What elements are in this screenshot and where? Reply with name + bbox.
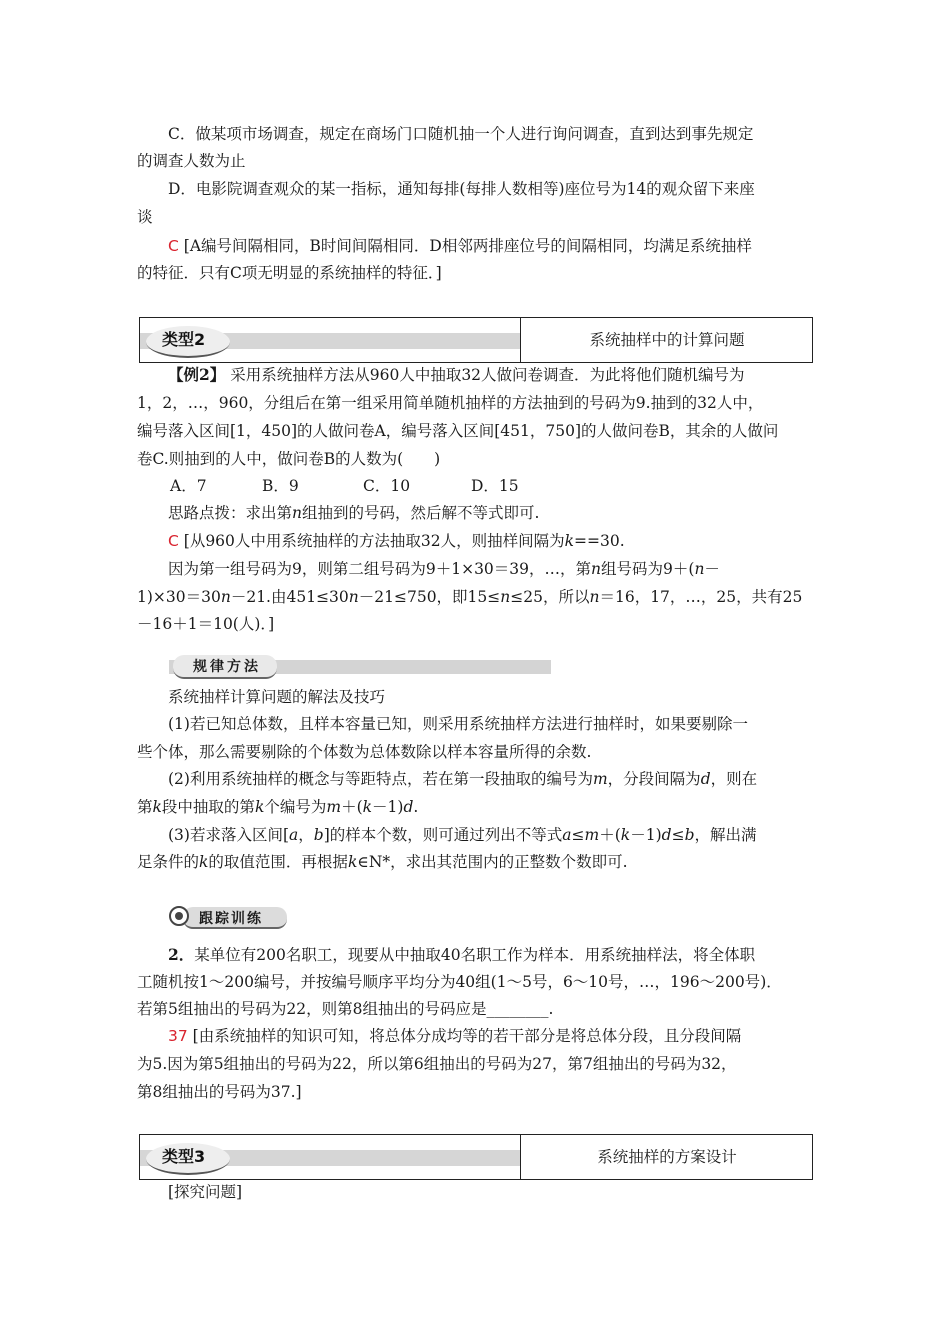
example-2-line-4: 卷C.则抽到的人中，做问卷B的人数为( ) — [137, 450, 441, 468]
example-2-option-b: B．9 — [262, 477, 299, 495]
r-p22b: 段中抽取的第 — [161, 798, 255, 816]
tracking-training-label: 跟踪训练 — [199, 911, 263, 927]
tracking-training-header — [169, 905, 289, 929]
example-2-option-c: C．10 — [363, 477, 411, 495]
r-p3-var-b2: b — [684, 826, 695, 844]
r-p22-var-k3: k — [362, 798, 373, 816]
solution-2-line-2 — [168, 559, 720, 579]
option-d-line-1: D．电影院调查观众的某一指标，通知每排(每排人数相等)座位号为14的观众留下来座 — [168, 180, 755, 198]
answer-1-line-1 — [168, 236, 752, 256]
r-p3g: ≤ — [671, 826, 685, 844]
r-p3b: ， — [298, 826, 314, 844]
s2-l3a: 1)×30＝30 — [137, 588, 221, 606]
tracking-answer-line-3: 第8组抽出的号码为37.] — [137, 1083, 302, 1101]
r-p3c: ]的样本个数，则可通过列出不等式 — [323, 826, 563, 844]
answer-1-text-1: [A编号间隔相同，B时间间隔相同．D相邻两排座位号的间隔相同，均满足系统抽样 — [183, 237, 752, 255]
r-p3-var-k: k — [620, 826, 631, 844]
tracking-question-number: 2． — [168, 945, 195, 964]
option-c-line-2: 的调查人数为止 — [137, 152, 246, 170]
r-p3a: (3)若求落入区间[ — [168, 826, 290, 844]
hint-text-2: 组抽到的号码，然后解不等式即可. — [302, 504, 540, 522]
r-p22d: ＋( — [341, 798, 363, 816]
rule-point-2-line-1 — [168, 769, 757, 789]
s2-l3-var-n3: n — [500, 588, 511, 606]
rule-point-1-line-1: (1)若已知总体数，且样本容量已知，则采用系统抽样方法进行抽样时，如果要剔除一 — [168, 715, 748, 733]
r-p2c: ，则在 — [710, 770, 758, 788]
rule-point-1-line-2: 些个体，那么需要剔除的个体数为总体数除以样本容量所得的余数. — [137, 743, 592, 761]
example-2-hint — [168, 503, 539, 523]
type-3-label: 类型3 — [162, 1147, 206, 1166]
type-3-tag — [140, 1139, 520, 1177]
type-3-header — [139, 1134, 813, 1180]
solution-2-letter: C — [168, 532, 179, 550]
example-2-option-d: D．15 — [471, 477, 519, 495]
r-p3d: ≤ — [571, 826, 585, 844]
s2-l3e: ＝16，17，…，25，共有25 — [599, 588, 803, 606]
r-p32c: ∈N*，求出其范围内的正整数个数即可. — [357, 853, 628, 871]
r-p2-var-d: d — [700, 770, 711, 788]
tracking-q1: 某单位有200名职工，现要从中抽取40名职工作为样本．用系统抽样法，将全体职 — [194, 946, 756, 964]
tracking-question-line-2: 工随机按1～200编号，并按编号顺序平均分为40组(1～5号，6～10号，…，196～200号)． — [137, 973, 782, 991]
solution-2-line-3 — [137, 587, 802, 607]
hint-text-1: 思路点拨：求出第 — [168, 504, 293, 522]
r-p22-var-k1: k — [152, 798, 162, 816]
rule-title: 系统抽样计算问题的解法及技巧 — [168, 688, 386, 706]
example-2-option-a: A．7 — [170, 477, 207, 495]
tracking-question-line-3: 若第5组抽出的号码为22，则第8组抽出的号码应是________. — [137, 1000, 554, 1018]
rule-point-2-line-2 — [137, 797, 418, 817]
r-p32a: 足条件的 — [137, 853, 200, 871]
r-p2b: ，分段间隔为 — [607, 770, 701, 788]
r-p32-var-k2: k — [347, 853, 358, 871]
r-p3-var-d: d — [661, 826, 672, 844]
s2-l2b: 组号码为9＋( — [601, 560, 695, 578]
type-2-header — [139, 317, 813, 363]
r-p22f: . — [413, 798, 419, 816]
example-2-text-1: 采用系统抽样方法从960人中抽取32人做问卷调查．为此将他们随机编号为 — [230, 366, 745, 384]
solution-2-var-k: k — [564, 532, 575, 550]
r-p3h: ，解出满 — [694, 826, 757, 844]
s2-l3-var-n1: n — [220, 588, 231, 606]
s2-l2-var-n1: n — [591, 560, 602, 578]
r-p22-var-m: m — [326, 798, 342, 816]
r-p22c: 个编号为 — [264, 798, 327, 816]
r-p2a: (2)利用系统抽样的概念与等距特点，若在第一段抽取的编号为 — [168, 770, 593, 788]
tracking-a1: [由系统抽样的知识可知，将总体分成均等的若干部分是将总体分段，且分段间隔 — [192, 1027, 742, 1045]
explore-question-heading: [探究问题] — [168, 1183, 243, 1201]
s2-l3d: ≤25，所以 — [510, 588, 590, 606]
s2-l2-var-n2: n — [694, 560, 705, 578]
r-p3-var-b: b — [313, 826, 324, 844]
s2-l3b: －21.由451≤30 — [230, 588, 349, 606]
type-2-title: 系统抽样中的计算问题 — [520, 318, 813, 362]
r-p22a: 第 — [137, 798, 153, 816]
solution-2-text-1a: [从960人中用系统抽样的方法抽取32人，则抽样间隔为 — [183, 532, 565, 550]
r-p3f: －1) — [630, 826, 662, 844]
r-p2-var-m: m — [592, 770, 608, 788]
hint-var-n: n — [292, 504, 302, 522]
r-p32b: 的取值范围．再根据 — [208, 853, 348, 871]
example-2-line-2: 1，2，…，960，分组后在第一组采用简单随机抽样的方法抽到的号码为9.抽到的32人中， — [137, 394, 764, 412]
tracking-answer-number: 37 — [168, 1027, 188, 1045]
r-p3-var-m: m — [584, 826, 600, 844]
s2-l2a: 因为第一组号码为9，则第二组号码为9＋1×30＝39，…，第 — [168, 560, 592, 578]
s2-l3c: －21≤750，即15≤ — [358, 588, 501, 606]
r-p3e: ＋( — [599, 826, 621, 844]
solution-2-line-4: －16＋1＝10(人)．] — [137, 615, 275, 633]
tracking-answer-line-1 — [168, 1026, 741, 1046]
rule-point-3-line-1 — [168, 825, 757, 845]
type-3-title: 系统抽样的方案设计 — [520, 1135, 813, 1179]
rule-point-3-line-2 — [137, 852, 628, 872]
r-p32-var-k: k — [199, 853, 209, 871]
example-2-label: 【例2】 — [168, 365, 226, 384]
r-p3-var-a: a — [289, 826, 299, 844]
type-2-tag — [140, 322, 520, 360]
s2-l3-var-n2: n — [348, 588, 359, 606]
option-d-line-2: 谈 — [137, 208, 153, 226]
r-p22-var-k2: k — [254, 798, 265, 816]
s2-l3-var-n4: n — [589, 588, 600, 606]
target-icon — [169, 906, 189, 926]
tracking-question-line-1 — [168, 945, 755, 965]
rule-method-header — [169, 655, 551, 677]
r-p22-var-d: d — [403, 798, 414, 816]
answer-1-line-2: 的特征．只有C项无明显的系统抽样的特征．] — [137, 264, 442, 282]
type-2-label: 类型2 — [162, 330, 206, 349]
example-2-line-3: 编号落入区间[1，450]的人做问卷A，编号落入区间[451，750]的人做问卷B，其余的人做问 — [137, 422, 779, 440]
r-p22e: －1) — [372, 798, 404, 816]
option-c-line-1: C．做某项市场调查，规定在商场门口随机抽一个人进行询问调查，直到达到事先规定 — [168, 125, 754, 143]
r-p3-var-a2: a — [562, 826, 572, 844]
solution-2-line-1 — [168, 531, 625, 551]
solution-2-text-1b: ==30. — [574, 532, 625, 550]
example-2-line-1 — [168, 365, 745, 385]
s2-l2c: － — [704, 560, 720, 578]
rule-method-label: 规律方法 — [193, 659, 261, 675]
answer-1-letter: C — [168, 237, 179, 255]
tracking-answer-line-2: 为5.因为第5组抽出的号码为22，所以第6组抽出的号码为27，第7组抽出的号码为32， — [137, 1055, 737, 1073]
